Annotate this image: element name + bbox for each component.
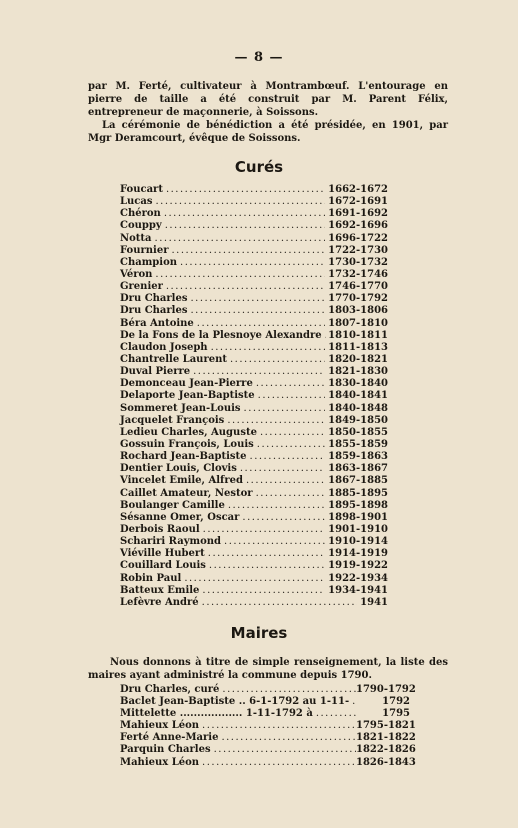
entry-dates: 1867-1885 <box>328 475 388 487</box>
dot-leader <box>164 208 325 220</box>
list-item <box>120 548 388 560</box>
list-item <box>120 744 416 756</box>
entry-name: Béra Antoine <box>120 317 194 329</box>
entry-name: Couppy <box>120 220 162 232</box>
cures-list <box>120 184 388 609</box>
list-item <box>120 500 388 512</box>
list-item <box>120 403 388 415</box>
entry-name: Robin Paul <box>120 572 182 584</box>
entry-dates: 1811-1813 <box>328 341 388 353</box>
entry-name: De la Fons de la Plesnoye Alexandre <box>120 329 322 341</box>
dot-leader <box>258 390 326 402</box>
entry-dates: 1919-1922 <box>328 560 388 572</box>
entry-dates: 1922-1934 <box>328 572 388 584</box>
entry-name: Duval Pierre <box>120 366 191 378</box>
list-item <box>120 696 410 708</box>
dot-leader <box>166 184 325 196</box>
entry-name: Delaporte Jean-Baptiste <box>120 390 255 402</box>
dot-leader <box>202 597 358 609</box>
list-item <box>120 684 416 696</box>
entry-dates: 1901-1910 <box>328 523 388 535</box>
entry-name: Mittelette .................. 1-11-1792 à <box>120 708 313 720</box>
intro-paragraph: La cérémonie de bénédiction a été présidée, en 1901, par Mgr Deramcourt, évêque de Soissons. <box>88 120 448 144</box>
entry-name: Vincelet Emile, Alfred <box>120 475 243 487</box>
entry-name: Derbois Raoul <box>120 523 200 535</box>
list-item <box>120 390 388 402</box>
maires-note: Nous donnons à titre de simple renseignement, la liste des maires ayant administré la commune depuis 1790. <box>88 657 448 681</box>
entry-dates: 1732-1746 <box>328 268 388 280</box>
entry-dates: 1859-1863 <box>328 451 388 463</box>
dot-leader <box>165 220 325 232</box>
maires-heading: Maires <box>230 624 288 642</box>
list-item <box>120 293 388 305</box>
entry-name: Champion <box>120 256 178 268</box>
list-item <box>120 269 388 281</box>
entry-name: Lucas <box>120 196 153 208</box>
dot-leader <box>190 305 325 317</box>
entry-dates: 1746-1770 <box>328 281 388 293</box>
entry-dates: 1730-1732 <box>328 256 388 268</box>
maires-list <box>120 684 416 769</box>
list-item <box>120 208 388 220</box>
list-item <box>120 342 388 354</box>
entry-dates: 1722-1730 <box>328 244 388 256</box>
entry-name: Dentier Louis, Clovis <box>120 463 237 475</box>
dot-leader <box>316 708 356 720</box>
entry-name: Sésanne Omer, Oscar <box>120 511 240 523</box>
entry-name: Mahieux Léon <box>120 720 200 732</box>
entry-name: Batteux Emile <box>120 584 200 596</box>
list-item <box>120 732 416 744</box>
entry-dates: 1803-1806 <box>328 305 388 317</box>
entry-dates: 1898-1901 <box>328 511 388 523</box>
dot-leader <box>197 318 325 330</box>
entry-name: Chantrelle Laurent <box>120 353 227 365</box>
list-item <box>120 720 416 732</box>
list-item <box>120 354 388 366</box>
list-item <box>120 245 388 257</box>
list-item <box>120 560 388 572</box>
entry-dates: 1850-1855 <box>328 426 388 438</box>
entry-dates: 1830-1840 <box>328 378 388 390</box>
entry-name: Fournier <box>120 244 169 256</box>
list-item <box>120 756 416 769</box>
list-item <box>120 318 388 330</box>
entry-name: Jacquelet François <box>120 414 225 426</box>
list-item <box>120 439 388 451</box>
list-item <box>120 708 410 720</box>
dot-leader <box>246 475 325 487</box>
list-item <box>120 233 388 245</box>
entry-dates: 1795 <box>382 708 410 720</box>
entry-name: Dru Charles <box>120 293 188 305</box>
entry-name: Couillard Louis <box>120 560 206 572</box>
dot-leader <box>202 757 356 769</box>
page-number: — 8 — <box>234 50 284 65</box>
entry-dates: 1792 <box>382 696 410 708</box>
dot-leader <box>190 293 325 305</box>
dot-leader <box>228 500 325 512</box>
entry-name: Notta <box>120 232 152 244</box>
dot-leader <box>260 427 325 439</box>
dot-leader <box>222 684 356 696</box>
entry-dates: 1696-1722 <box>328 232 388 244</box>
list-item <box>120 330 388 342</box>
list-item <box>120 536 388 548</box>
list-item <box>120 305 388 317</box>
dot-leader <box>214 744 356 756</box>
entry-dates: 1914-1919 <box>328 548 388 560</box>
entry-dates: 1821-1830 <box>328 366 388 378</box>
list-item <box>120 463 388 475</box>
dot-leader <box>256 378 325 390</box>
list-item <box>120 366 388 378</box>
dot-leader <box>230 354 325 366</box>
dot-leader <box>171 245 325 257</box>
entry-name: Lefèvre André <box>120 596 199 608</box>
list-item <box>120 220 388 232</box>
entry-name: Parquin Charles <box>120 744 211 756</box>
entry-name: Claudon Joseph <box>120 341 208 353</box>
entry-name: Gossuin François, Louis <box>120 438 254 450</box>
entry-dates: 1810-1811 <box>328 329 388 341</box>
dot-leader <box>250 451 326 463</box>
entry-name: Rochard Jean-Baptiste <box>120 451 247 463</box>
entry-dates: 1941 <box>360 596 388 608</box>
dot-leader <box>184 573 325 585</box>
dot-leader <box>224 536 325 548</box>
entry-name: Ledieu Charles, Auguste <box>120 426 257 438</box>
entry-dates: 1895-1898 <box>328 499 388 511</box>
entry-dates: 1691-1692 <box>328 208 388 220</box>
entry-dates: 1849-1850 <box>328 414 388 426</box>
list-item <box>120 378 388 390</box>
entry-name: Véron <box>120 268 153 280</box>
entry-name: Schariri Raymond <box>120 536 222 548</box>
dot-leader <box>202 720 356 732</box>
entry-name: Baclet Jean-Baptiste .. 6-1-1792 au 1-11- <box>120 696 350 708</box>
dot-leader <box>257 439 325 451</box>
list-item <box>120 184 388 196</box>
dot-leader <box>202 585 325 597</box>
dot-leader <box>244 403 326 415</box>
entry-dates: 1822-1826 <box>356 744 416 756</box>
dot-leader <box>155 269 325 281</box>
dot-leader <box>166 281 325 293</box>
dot-leader <box>242 512 325 524</box>
dot-leader <box>256 488 326 500</box>
entry-dates: 1910-1914 <box>328 536 388 548</box>
dot-leader <box>209 560 325 572</box>
entry-dates: 1795-1821 <box>356 720 416 732</box>
entry-name: Foucart <box>120 184 163 195</box>
dot-leader <box>208 548 325 560</box>
intro-paragraph: par M. Ferté, cultivateur à Montrambœuf. L'entourage en pierre de taille a été construit par M. Parent Félix, entrepreneur de maçonnerie, à Soissons. <box>88 81 448 118</box>
dot-leader <box>227 415 325 427</box>
entry-name: Ferté Anne-Marie <box>120 732 219 744</box>
list-item <box>120 585 388 597</box>
list-item <box>120 475 388 487</box>
dot-leader <box>180 257 325 269</box>
entry-name: Mahieux Léon <box>120 756 200 768</box>
list-item <box>120 597 388 609</box>
entry-dates: 1855-1859 <box>328 438 388 450</box>
list-item <box>120 257 388 269</box>
dot-leader <box>221 732 356 744</box>
list-item <box>120 524 388 536</box>
entry-dates: 1863-1867 <box>328 463 388 475</box>
list-item <box>120 415 388 427</box>
entry-name: Chéron <box>120 208 161 220</box>
list-item <box>120 196 388 208</box>
list-item <box>120 427 388 439</box>
entry-dates: 1770-1792 <box>328 293 388 305</box>
entry-name: Boulanger Camille <box>120 499 225 511</box>
entry-name: Sommeret Jean-Louis <box>120 402 241 414</box>
entry-dates: 1826-1843 <box>356 756 416 768</box>
entry-name: Caillet Amateur, Nestor <box>120 487 253 499</box>
list-item <box>120 281 388 293</box>
dot-leader <box>156 196 326 208</box>
entry-name: Demonceau Jean-Pierre <box>120 378 253 390</box>
entry-dates: 1820-1821 <box>328 353 388 365</box>
list-item <box>120 573 388 585</box>
entry-dates: 1672-1691 <box>328 196 388 208</box>
entry-dates: 1840-1841 <box>328 390 388 402</box>
list-item <box>120 512 388 524</box>
entry-name: Dru Charles <box>120 305 188 317</box>
dot-leader <box>155 233 326 245</box>
dot-leader <box>240 463 325 475</box>
entry-dates: 1807-1810 <box>328 317 388 329</box>
entry-name: Grenier <box>120 281 163 293</box>
cures-heading: Curés <box>234 158 284 176</box>
entry-name: Viéville Hubert <box>120 548 205 560</box>
dot-leader <box>193 366 325 378</box>
dot-leader <box>203 524 326 536</box>
entry-dates: 1840-1848 <box>328 402 388 414</box>
entry-dates: 1821-1822 <box>356 732 416 744</box>
entry-dates: 1885-1895 <box>328 487 388 499</box>
entry-dates: 1692-1696 <box>328 220 388 232</box>
intro-text <box>88 80 448 145</box>
entry-name: Dru Charles, curé <box>120 684 220 695</box>
entry-dates: 1662-1672 <box>328 184 388 195</box>
entry-dates: 1934-1941 <box>328 584 388 596</box>
list-item <box>120 451 388 463</box>
list-item <box>120 488 388 500</box>
entry-dates: 1790-1792 <box>356 684 416 695</box>
dot-leader <box>211 342 326 354</box>
